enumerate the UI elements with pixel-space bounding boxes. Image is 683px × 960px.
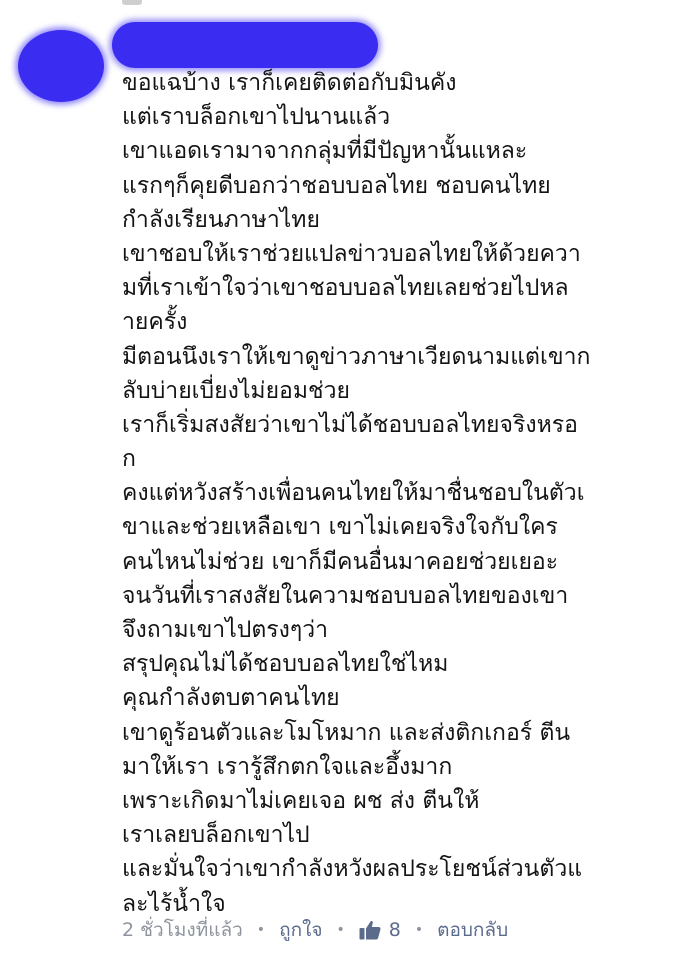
comment-line: มาให้เรา เรารู้สึกตกใจและอึ้งมาก <box>122 753 453 780</box>
comment-line: เขาชอบให้เราช่วยแปลข่าวบอลไทยให้ด้วยควา <box>122 240 581 267</box>
separator-dot: • <box>414 922 424 938</box>
comment-body <box>122 66 672 921</box>
comment-line: เราก็เริ่มสงสัยว่าเขาไม่ได้ชอบบอลไทยจริงหรอ <box>122 411 578 438</box>
commenter-name[interactable] <box>112 22 378 68</box>
comment-actions <box>122 913 508 947</box>
comment-line: สรุปคุณไม่ได้ชอบบอลไทยใช่ไหม <box>122 651 449 678</box>
comment-line: แรกๆก็คุยดีบอกว่าชอบบอลไทย ชอบคนไทย <box>122 172 551 199</box>
comment-line: ายครั้ง <box>122 309 188 336</box>
comment-line: เขาดูร้อนตัวและโมโหมาก และส่งติกเกอร์ ตีน <box>122 719 571 746</box>
comment-line: คุณกำลังตบตาคนไทย <box>122 685 340 712</box>
comment-line: เราเลยบล็อกเขาไป <box>122 822 310 849</box>
comment-line: ก <box>122 446 136 473</box>
comment-line: จนวันที่เราสงสัยในความชอบบอลไทยของเขา <box>122 582 569 609</box>
comment-line: ขาและช่วยเหลือเขา เขาไม่เคยจริงใจกับใคร <box>122 514 558 541</box>
reply-button[interactable]: ตอบกลับ <box>437 919 509 941</box>
comment-line: ละไร้น้ำใจ <box>122 890 226 917</box>
comment-line: แต่เราบล็อกเขาไปนานแล้ว <box>122 104 391 131</box>
comment-line: จึงถามเขาไปตรงๆว่า <box>122 617 329 643</box>
avatar[interactable] <box>18 30 104 102</box>
like-button[interactable]: ถูกใจ <box>279 919 323 941</box>
comment-line: เพราะเกิดมาไม่เคยเจอ ผช ส่ง ตีนให้ <box>122 787 480 814</box>
like-count-value: 8 <box>388 919 401 941</box>
comment-line: และมั่นใจว่าเขากำลังหวังผลประโยชน์ส่วนตัวแ <box>122 856 583 883</box>
comment-line: คนไหนไม่ช่วย เขาก็มีคนอื่นมาคอยช่วยเยอะ <box>122 548 559 575</box>
comment-line: คงแต่หวังสร้างเพื่อนคนไทยให้มาชื่นชอบในตัวเ <box>122 480 585 507</box>
separator-dot: • <box>256 922 266 938</box>
separator-dot: • <box>336 922 345 938</box>
comment-line: ลับบ่ายเบี่ยงไม่ยอมช่วย <box>122 377 351 404</box>
cropped-previous-element <box>122 0 142 5</box>
comment-line: มีตอนนึงเราให้เขาดูข่าวภาษาเวียดนามแต่เขาก <box>122 343 591 370</box>
comment-line: กำลังเรียนภาษาไทย <box>122 206 320 233</box>
comment-line: ขอแฉบ้าง เราก็เคยติดต่อกับมินคัง <box>122 70 457 96</box>
thumbs-up-icon <box>359 920 381 940</box>
like-count[interactable] <box>359 919 401 941</box>
comment-line: เขาแอดเรามาจากกลุ่มที่มีปัญหานั้นแหละ <box>122 138 528 165</box>
comment-line: มที่เราเข้าใจว่าเขาชอบบอลไทยเลยช่วยไปหล <box>122 275 569 302</box>
comment-timestamp[interactable]: 2 ชั่วโมงที่แล้ว <box>122 919 243 941</box>
